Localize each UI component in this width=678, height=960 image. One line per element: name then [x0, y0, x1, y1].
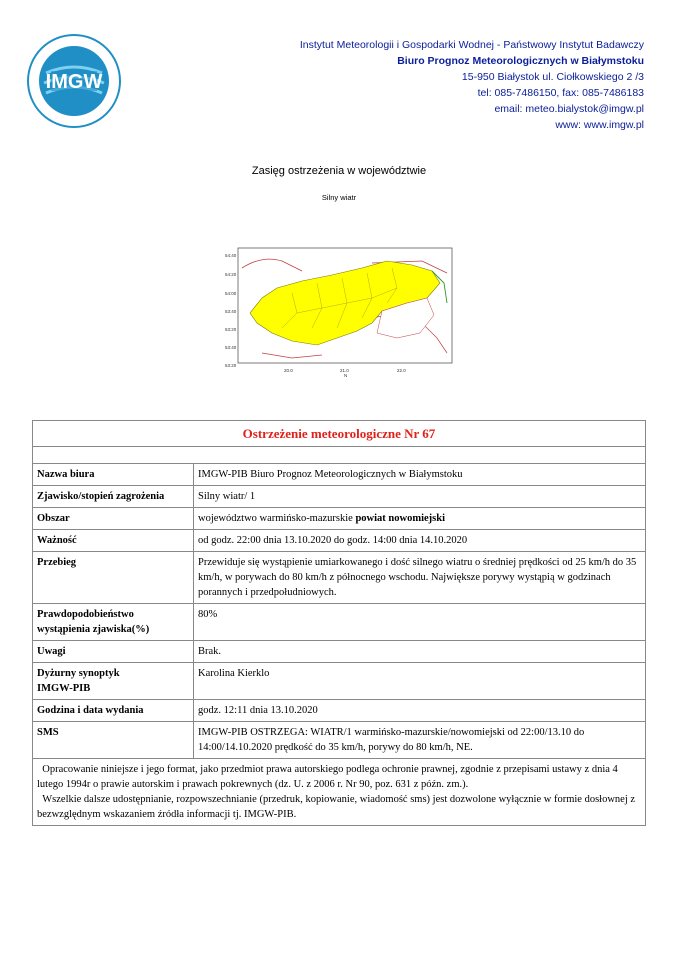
row-value: [194, 508, 646, 530]
table-row: [33, 552, 646, 604]
svg-text:53:40: 53:40: [225, 345, 237, 350]
row-label: Prawdopodobieństwo wystąpienia zjawiska(%): [33, 604, 194, 641]
row-value: godz. 12:11 dnia 13.10.2020: [194, 700, 646, 722]
row-label: Dyżurny synoptyk IMGW-PIB: [33, 663, 194, 700]
warning-table: [32, 420, 646, 826]
svg-text:53:20: 53:20: [225, 363, 237, 368]
row-value: IMGW-PIB Biuro Prognoz Meteorologicznych w Białymstoku: [194, 464, 646, 486]
row-value: od godz. 22:00 dnia 13.10.2020 do godz. 14:00 dnia 14.10.2020: [194, 530, 646, 552]
row-value: Brak.: [194, 641, 646, 663]
copyright-note: Opracowanie niniejsze i jego format, jako przedmiot prawa autorskiego podlega ochronie prawnej, zgodnie z przepisami ustawy z dnia 4 lutego 1994r o prawie autorskim i prawach pokrewnych (dz. U. z 2006 r. Nr 90, poz. 631 z późn. zm.). Wszelkie dalsze udostępnianie, rozpowszechnianie (przedruk, kopiowanie, wiadomość sms) jest dozwolone wyłącznie w formie dosłownej z bezwzględnym wskazaniem źródła informacji tj. IMGW-PIB.: [33, 759, 646, 826]
svg-text:53:40: 53:40: [225, 309, 237, 314]
svg-text:54:00: 54:00: [225, 291, 237, 296]
table-row: [33, 722, 646, 759]
svg-text:53:20: 53:20: [225, 327, 237, 332]
page-subtitle: Silny wiatr: [321, 193, 357, 202]
table-row: [33, 530, 646, 552]
table-row: [33, 700, 646, 722]
address: 15-950 Białystok ul. Ciołkowskiego 2 /3: [461, 71, 644, 83]
row-value: Silny wiatr/ 1: [194, 486, 646, 508]
svg-text:21.0: 21.0: [340, 368, 349, 373]
row-value: Karolina Kierklo: [194, 663, 646, 700]
logo-text: IMGW: [45, 71, 103, 93]
table-row: [33, 464, 646, 486]
row-label: SMS: [33, 722, 194, 759]
svg-text:20.0: 20.0: [284, 368, 293, 373]
svg-text:54:20: 54:20: [225, 272, 237, 277]
row-label: Obszar: [33, 508, 194, 530]
svg-text:N: N: [344, 373, 348, 378]
row-label: Godzina i data wydania: [33, 700, 194, 722]
row-label: Ważność: [33, 530, 194, 552]
table-row: [33, 759, 646, 826]
email[interactable]: email: meteo.bialystok@imgw.pl: [494, 103, 644, 115]
svg-text:54:40: 54:40: [225, 253, 237, 258]
page-title: Zasięg ostrzeżenia w województwie: [251, 165, 427, 177]
row-label: Przebieg: [33, 552, 194, 604]
table-row: [33, 508, 646, 530]
row-label: Zjawisko/stopień zagrożenia: [33, 486, 194, 508]
area-county: powiat nowomiejski: [355, 513, 446, 524]
imgw-logo: [26, 33, 122, 129]
row-label: Nazwa biura: [33, 464, 194, 486]
institute-name: Instytut Meteorologii i Gospodarki Wodnej - Państwowy Instytut Badawczy: [299, 39, 644, 51]
header-block: [300, 37, 644, 133]
table-row: [33, 604, 646, 641]
phone: tel: 085-7486150, fax: 085-7486183: [477, 87, 644, 99]
row-value: IMGW-PIB OSTRZEGA: WIATR/1 warmińsko-mazurskie/nowomiejski od 22:00/13.10 do 14:00/14.10.2020 prędkość do 35 km/h, porywy do 80 km/h, NE.: [194, 722, 646, 759]
row-value: Przewiduje się wystąpienie umiarkowanego i dość silnego wiatru o średniej prędkości od 25 km/h do 35 km/h, w porywach do 80 km/h z północnego wschodu. Największe porywy wystąpią w godzinach porannych i przedpołudniowych.: [194, 552, 646, 604]
website[interactable]: www: www.imgw.pl: [555, 119, 644, 131]
table-row: [33, 486, 646, 508]
warning-map: [222, 243, 457, 378]
office-name: Biuro Prognoz Meteorologicznych w Białymstoku: [397, 55, 644, 67]
table-row: [33, 663, 646, 700]
warning-heading: Ostrzeżenie meteorologiczne Nr 67: [33, 421, 646, 447]
svg-text:22.0: 22.0: [397, 368, 406, 373]
row-label: Uwagi: [33, 641, 194, 663]
area-region: województwo warmińsko-mazurskie: [198, 513, 353, 524]
table-row: [33, 641, 646, 663]
row-value: 80%: [194, 604, 646, 641]
